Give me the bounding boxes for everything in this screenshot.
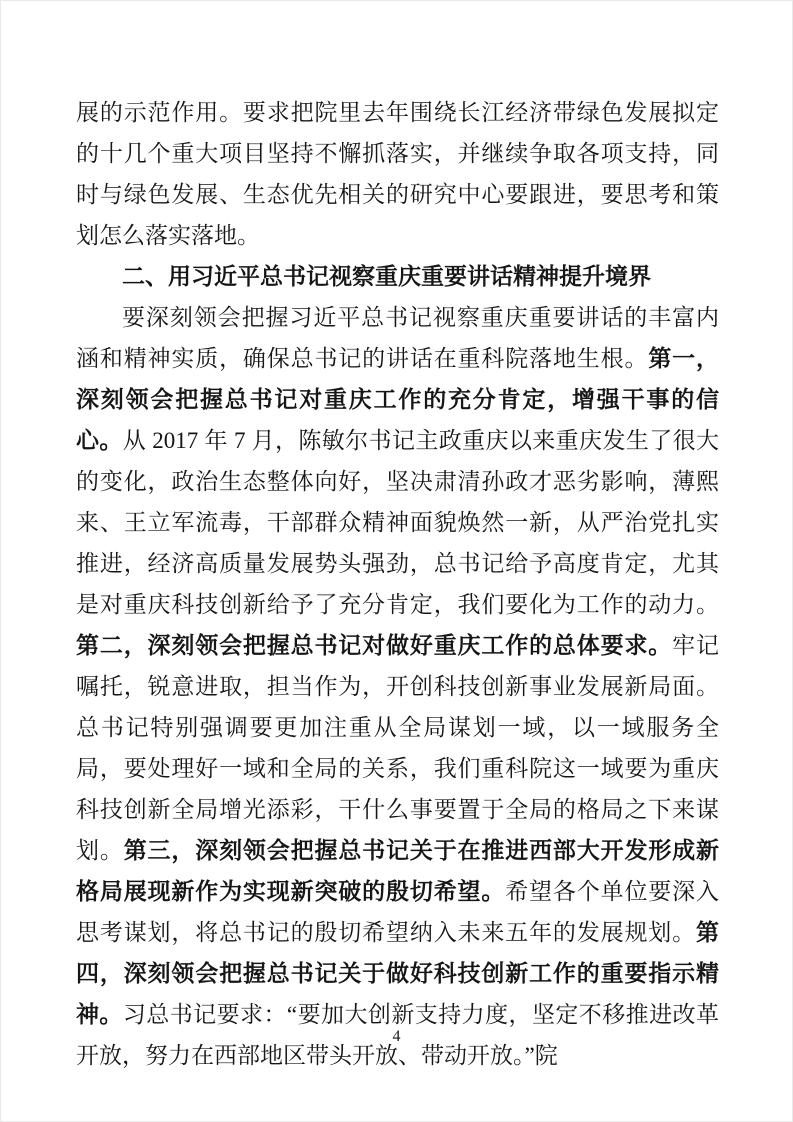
body-text-run: 从 2017 年 7 月，陈敏尔书记主政重庆以来重庆发生了很大的变化，政治生态整体向好，坚决肃清孙政才恶劣影响，薄熙来、王立军流毒，干部群众精神面貌焕然一新，从严治党扎实推进，经济高质量发展势头强劲，总书记给予高度肯定，尤其是对重庆科技创新给予了充分肯定，我们要化为工作的动力。	[76, 428, 720, 617]
paragraph-body	[76, 297, 719, 1076]
body-bold-run: 第三，深刻领会把握总书记关于在推进西部大开发形成新格局展现新作为实现新突破的殷切希望。	[76, 838, 720, 904]
paragraph-continuation	[76, 92, 719, 256]
body-text-run: 牢记嘱托，锐意进取，担当作为，开创科技创新事业发展新局面。总书记特别强调要更加注重从全局谋划一域，以一域服务全局，要处理好一域和全局的关系，我们重科院这一域要为重庆科技创新全局增光添彩，干什么事要置于全局的格局之下来谋划。	[76, 633, 720, 863]
section-heading	[76, 256, 719, 297]
body-text-run: 希望各个单位要深入思考谋划，将总书记的殷切希望纳入未来五年的发展规划。	[76, 879, 720, 945]
body-bold-run: 第四，深刻领会把握总书记关于做好科技创新工作的重要指示精神。	[76, 920, 719, 1027]
body-text-run: 要深刻领会把握习近平总书记视察重庆重要讲话的丰富内涵和精神实质，确保总书记的讲话在重科院落地生根。	[76, 305, 719, 371]
body-bold-run: 第一，深刻领会把握总书记对重庆工作的充分肯定，增强干事的信心。	[76, 346, 720, 453]
heading-text-run: 二、用习近平总书记视察重庆重要讲话精神提升境界	[122, 264, 651, 289]
body-text-run: 习总书记要求：“要加大创新支持力度，坚定不移推进改革开放，努力在西部地区带头开放、带动开放。”院	[76, 1002, 719, 1068]
body-text-run: 展的示范作用。要求把院里去年围绕长江经济带绿色发展拟定的十几个重大项目坚持不懈抓落实，并继续争取各项支持，同时与绿色发展、生态优先相关的研究中心要跟进，要思考和策划怎么落实落地。	[76, 100, 719, 248]
page-body	[76, 92, 719, 1076]
page-number: 4	[392, 1028, 401, 1045]
body-bold-run: 第二，深刻领会把握总书记对做好重庆工作的总体要求。	[76, 633, 673, 658]
